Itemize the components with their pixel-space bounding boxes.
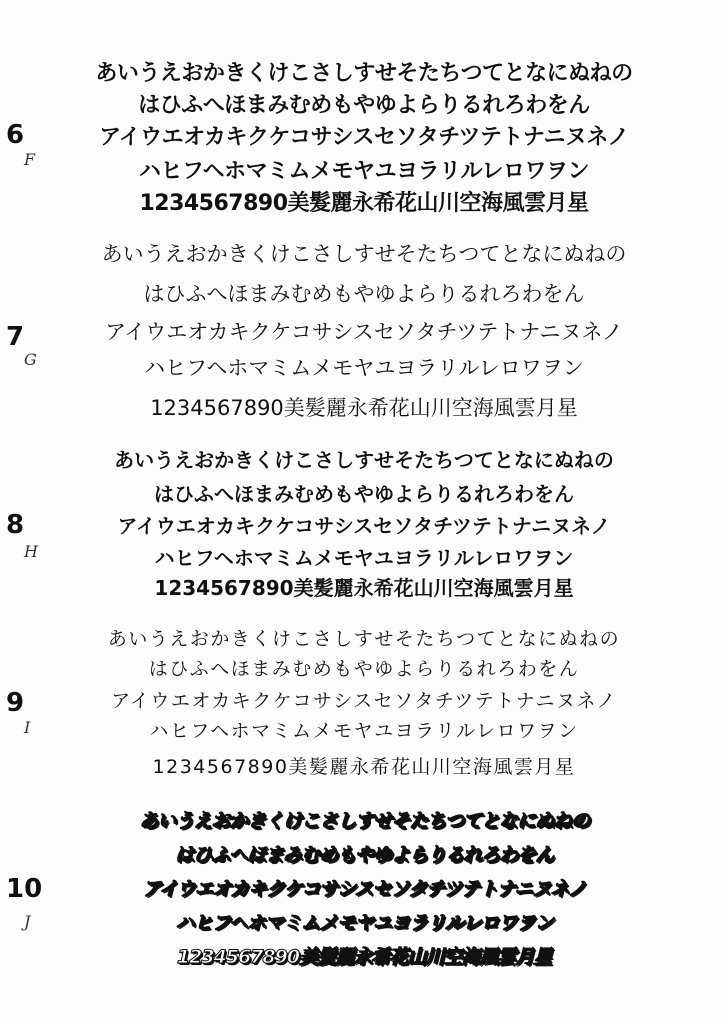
block-number: 6 bbox=[6, 120, 25, 150]
katakana-line-1: アイウエオカキクケコサシスセソタチツテトナニヌネノ bbox=[117, 514, 611, 538]
numbers-kanji-line: 1234567890美髪麗永希花山川空海風雲月星 bbox=[176, 946, 552, 968]
block-number: 8 bbox=[6, 510, 25, 540]
hiragana-line-1: あいうえおかきくけこさしすせそたちつてとなにぬねの bbox=[114, 448, 614, 472]
katakana-line-2: ハヒフヘホマミムメモヤユヨラリルレロワヲン bbox=[175, 912, 553, 934]
katakana-line-2: ハヒフヘホマミムメモヤユヨラリルレロワヲン bbox=[144, 356, 584, 380]
hiragana-line-1: あいうえおかきくけこさしすせそたちつてとなにぬねの bbox=[107, 628, 621, 650]
hiragana-line-2: はひふへほまみむめもやゆよらりるれろわをん bbox=[148, 658, 580, 680]
hiragana-line-1: あいうえおかきくけこさしすせそたちつてとなにぬねの bbox=[95, 61, 633, 86]
block-number: 7 bbox=[6, 322, 25, 352]
block-letter: F bbox=[24, 150, 36, 169]
katakana-line-1: アイウエオカキクケコサシスセソタチツテトナニヌネノ bbox=[142, 878, 586, 900]
katakana-line-1: アイウエオカキクケコサシスセソタチツテトナニヌネノ bbox=[111, 690, 617, 712]
numbers-kanji-line: 1234567890美髮麗永希花山川空海風雲月星 bbox=[139, 191, 589, 216]
numbers-kanji-line: 1234567890美髪麗永希花山川空海風雲月星 bbox=[152, 756, 576, 778]
numbers-kanji-line: 1234567890美髪麗永希花山川空海風雲月星 bbox=[154, 576, 574, 600]
katakana-line-1: アイウエオカキクケコサシスセソタチツテトナニヌネノ bbox=[99, 125, 629, 150]
block-number: 9 bbox=[6, 688, 25, 718]
block-number: 10 bbox=[6, 874, 43, 904]
block-letter: I bbox=[24, 718, 31, 737]
katakana-line-1: アイウエオカキクケコサシスセソタチツテトナニヌネノ bbox=[105, 320, 623, 344]
hiragana-line-2: はひふへほまみむめもやゆよらりるれろわをん bbox=[154, 482, 574, 506]
hiragana-line-2: はひふへほまみむめもやゆよらりるれろわをん bbox=[138, 93, 590, 118]
block-letter: J bbox=[24, 912, 31, 931]
hiragana-line-2: はひふへほまみむめもやゆよらりるれろわをん bbox=[143, 282, 585, 306]
katakana-line-2: ハヒフヘホマミムメモヤユヨラリルレロワヲン bbox=[138, 159, 590, 184]
hiragana-line-2: はひふへほまみむめもやゆよらりるれろわをん bbox=[174, 844, 553, 866]
block-letter: G bbox=[24, 350, 37, 369]
numbers-kanji-line: 1234567890美髪麗永希花山川空海風雲月星 bbox=[150, 396, 578, 420]
hiragana-line-1: あいうえおかきくけこさしすせそたちつてとなにぬねの bbox=[101, 242, 627, 266]
block-letter: H bbox=[24, 542, 38, 561]
katakana-line-2: ハヒフヘホマミムメモヤユヨラリルレロワヲン bbox=[149, 720, 579, 742]
hiragana-line-1: あいうえおかきくけこさしすせそたちつてとなにぬねの bbox=[139, 810, 589, 832]
katakana-line-2: ハヒフヘホマミムメモヤユヨラリルレロワヲン bbox=[154, 546, 574, 570]
